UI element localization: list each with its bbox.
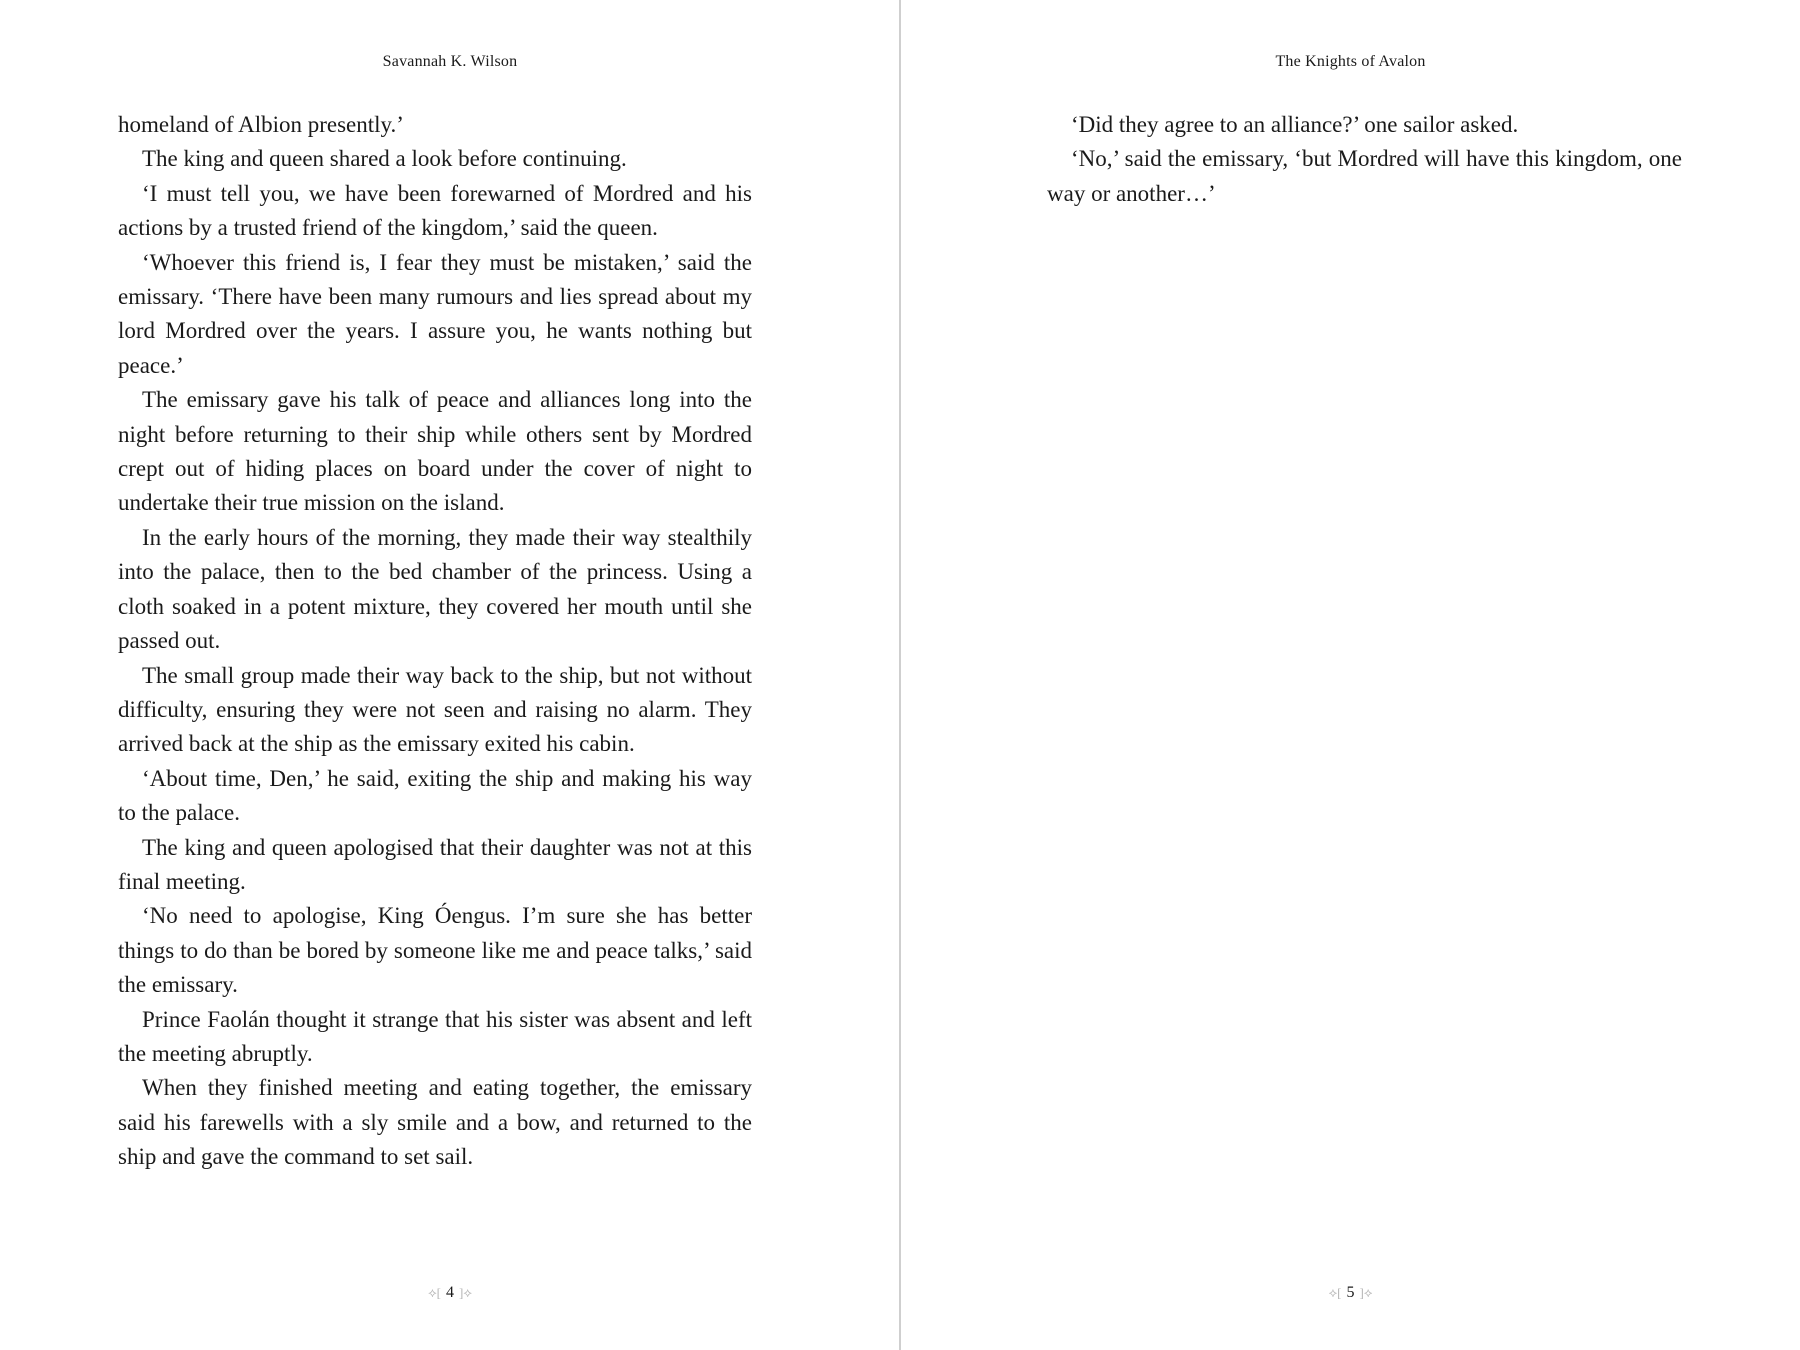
paragraph: The emissary gave his talk of peace and alliances long into the night before returning to their ship while others sent by Mordred crept out of hiding places on board under the cover of night to undertake their true mission on the island. [118, 387, 752, 516]
left-page-body [118, 108, 752, 1175]
paragraph: ‘No need to apologise, King Óengus. I’m sure she has better things to do than be bored by someone like me and peace talks,’ said the emissary. [118, 903, 752, 998]
paragraph: ‘I must tell you, we have been forewarned of Mordred and his actions by a trusted friend of the kingdom,’ said the queen. [118, 180, 752, 241]
right-page-body [1047, 108, 1682, 211]
folio-ornament-icon: ]⟡ [1359, 1285, 1373, 1300]
right-page [901, 0, 1800, 1350]
folio-ornament-icon: ]⟡ [459, 1285, 472, 1300]
running-head-author: Savannah K. Wilson [382, 53, 518, 70]
page-number-left [0, 1284, 900, 1302]
paragraph: In the early hours of the morning, they made their way stealthily into the palace, then to the bed chamber of the princess. Using a cloth soaked in a potent mixture, they covered her mouth until she passed out. [118, 524, 752, 654]
paragraph: The king and queen shared a look before continuing. [142, 146, 627, 172]
paragraph: The small group made their way back to the ship, but not without difficulty, ensuring they were not seen and raising no alarm. They arrived back at the ship as the emissary exited his cabin. [118, 662, 752, 757]
folio-ornament-icon: ⟡[ [428, 1285, 441, 1300]
paragraph: homeland of Albion presently.’ [118, 112, 404, 137]
running-head-title: The Knights of Avalon [1275, 53, 1426, 70]
paragraph: ‘About time, Den,’ he said, exiting the ship and making his way to the palace. [118, 765, 752, 826]
paragraph: ‘No,’ said the emissary, ‘but Mordred will have this kingdom, one way or another…’ [1047, 146, 1682, 206]
paragraph: When they finished meeting and eating together, the emissary said his farewells with a sly smile and a bow, and returned to the ship and gave the command to set sail. [118, 1075, 752, 1170]
page-number-right [901, 1284, 1800, 1302]
page-number: 5 [1346, 1284, 1355, 1301]
page-number: 4 [446, 1284, 454, 1301]
paragraph: ‘Did they agree to an alliance?’ one sailor asked. [1071, 112, 1519, 137]
folio-ornament-icon: ⟡[ [1328, 1285, 1342, 1300]
paragraph: ‘Whoever this friend is, I fear they must be mistaken,’ said the emissary. ‘There have been many rumours and lies spread about my lord Mordred over the years. I assure you, he wants nothing but peace.’ [118, 249, 752, 378]
paragraph: The king and queen apologised that their daughter was not at this final meeting. [118, 834, 752, 894]
paragraph: Prince Faolán thought it strange that his sister was absent and left the meeting abruptly. [118, 1006, 752, 1066]
